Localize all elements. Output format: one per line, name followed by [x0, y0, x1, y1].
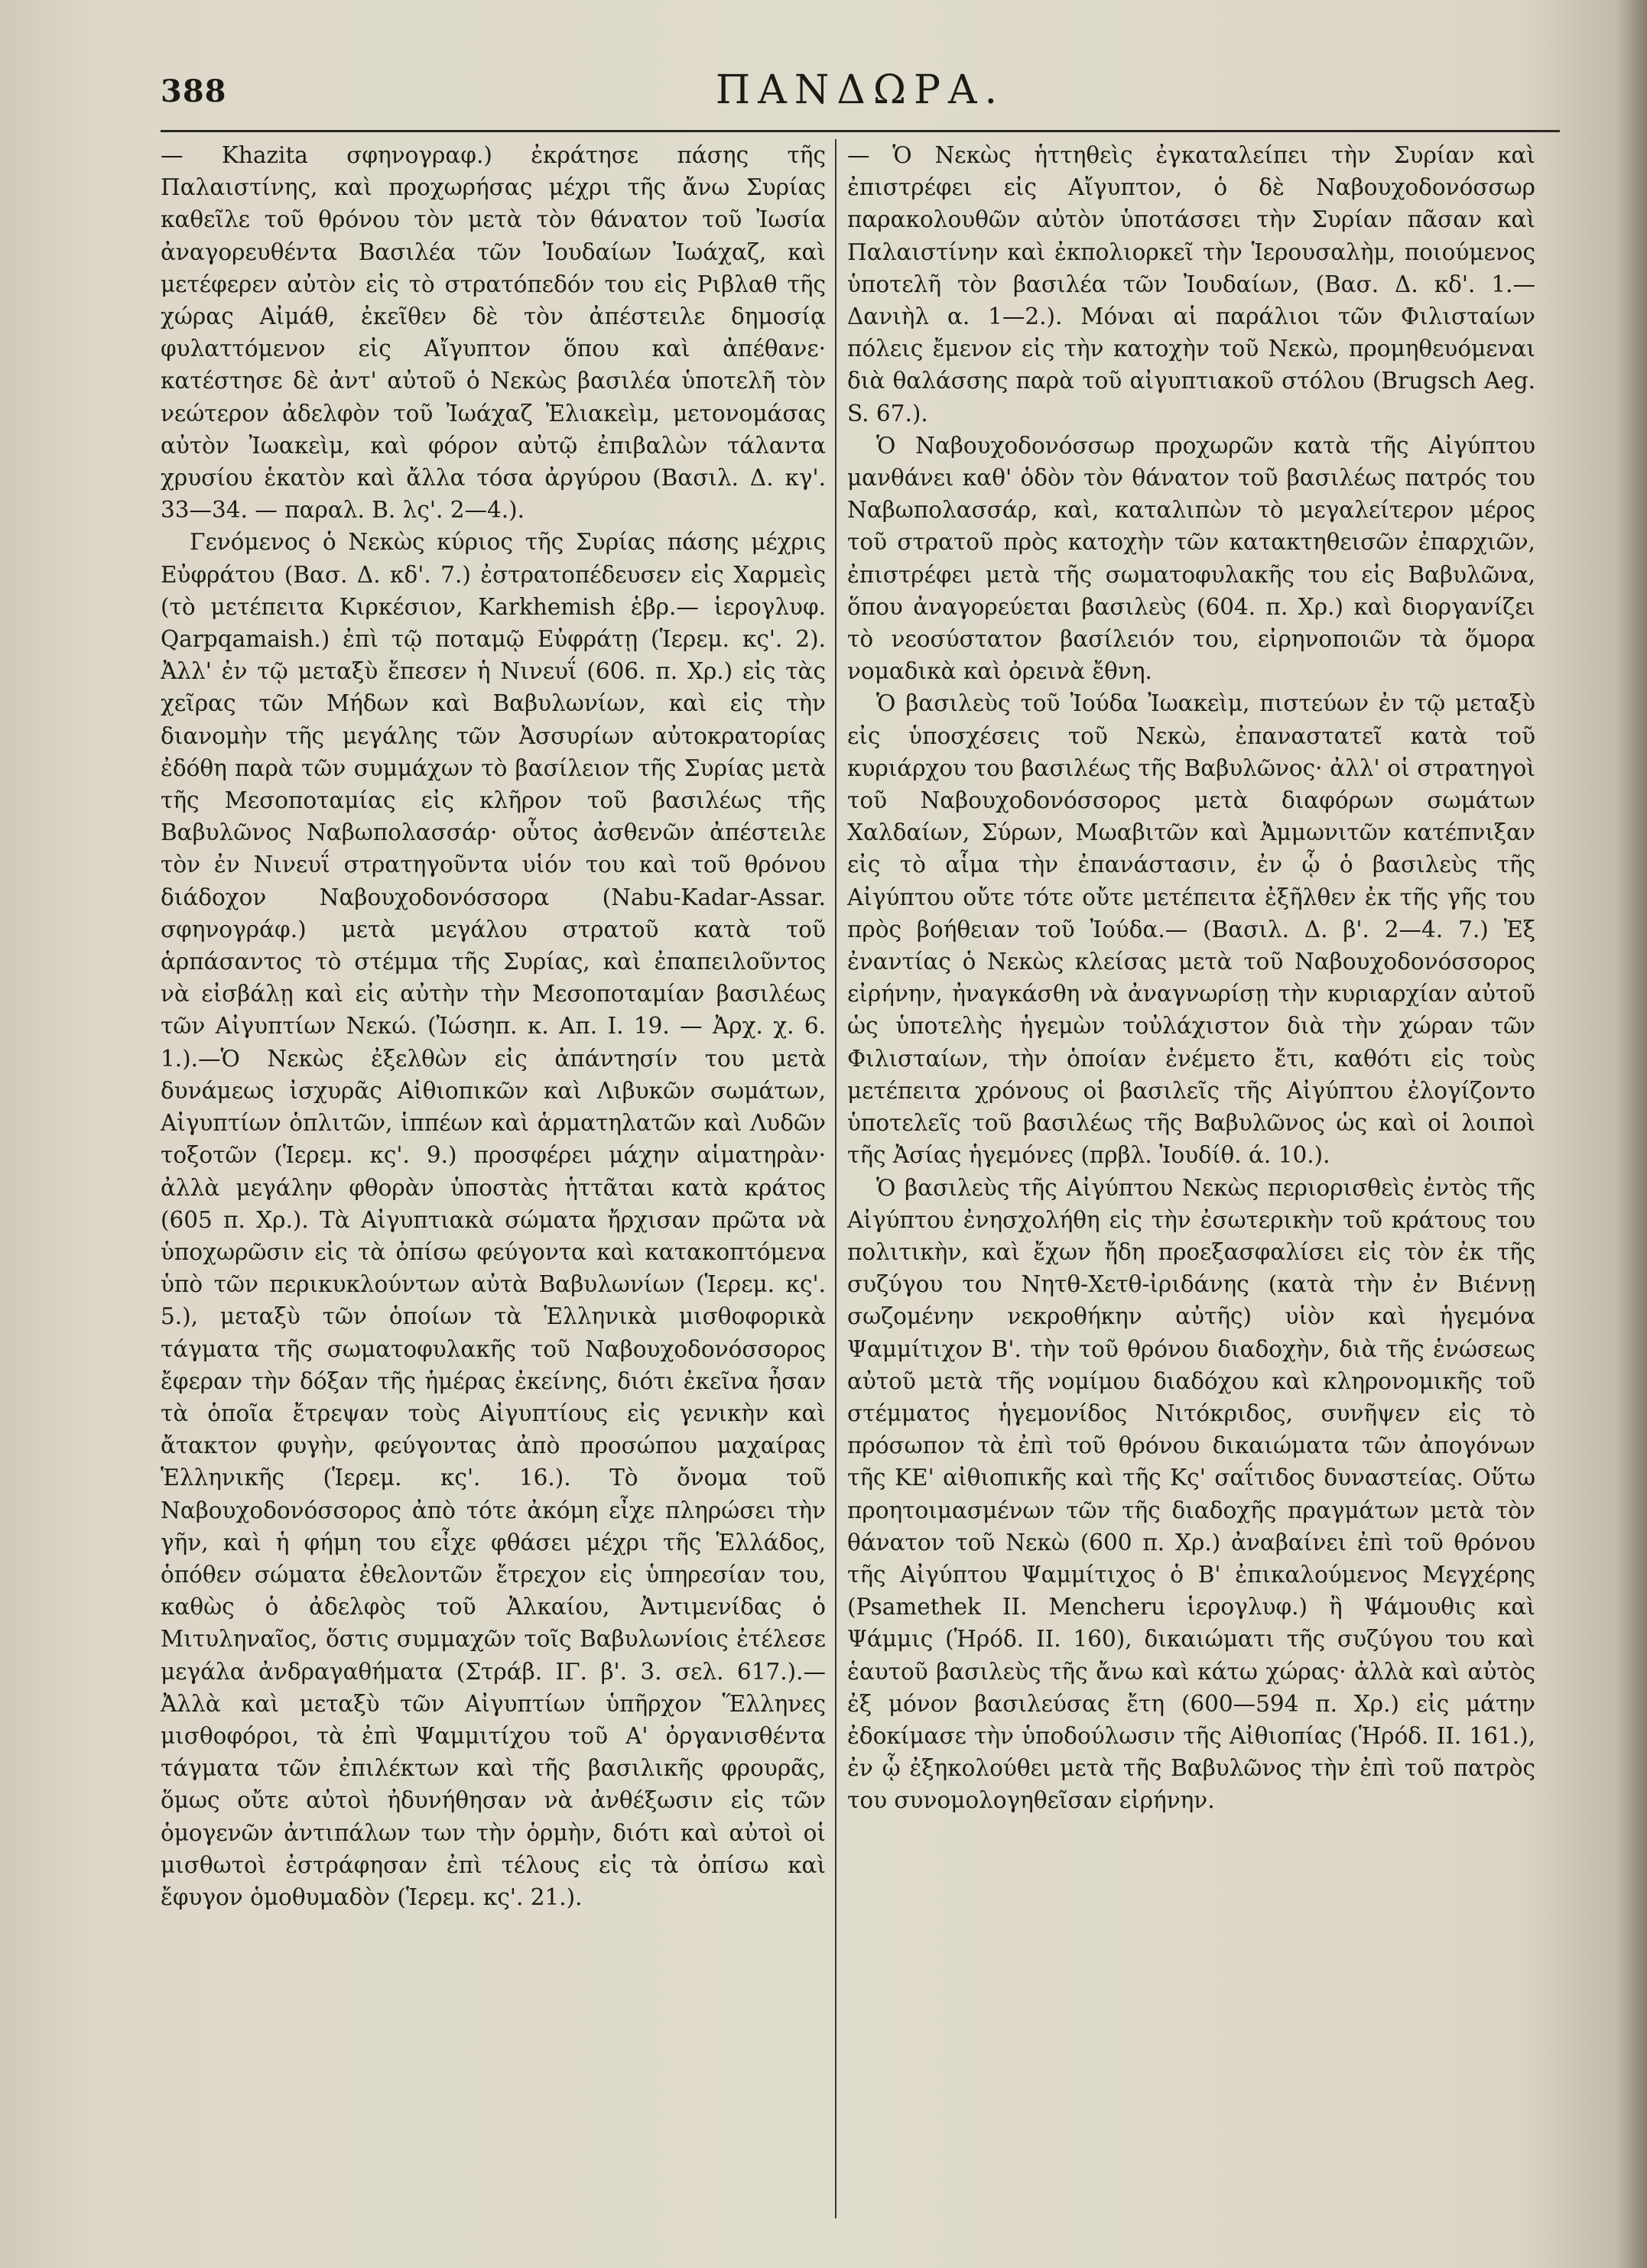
page-number: 388 — [161, 73, 227, 109]
right-paragraph-3: Ὁ βασιλεὺς τοῦ Ἰούδα Ἰωακεὶμ, πιστεύων ἐν τῷ μεταξὺ εἰς ὑποσχέσεις τοῦ Νεκὼ, ἐπαναστατεῖ κατὰ τοῦ κυριάρχου του βασιλέως τῆς Βαβυλῶνος· ἀλλ' οἱ στρατηγοὶ τοῦ Ναβουχοδονόσσορος μετὰ διαφόρων σωμάτων Χαλδαίων, Σύρων, Μωαβιτῶν καὶ Ἀμμωνιτῶν κατέπνιξαν εἰς τὸ αἷμα τὴν ἐπανάστασιν, ἐν ᾧ ὁ βασιλεὺς τῆς Αἰγύπτου οὔτε τότε οὔτε μετέπειτα ἐξῆλθεν ἐκ τῆς γῆς του πρὸς βοήθειαν τοῦ Ἰούδα.— (Βασιλ. Δ. β'. 2—4. 7.) Ἐξ ἐναντίας ὁ Νεκὼς κλείσας μετὰ τοῦ Ναβουχοδονόσσορος εἰρήνην, ἠναγκάσθη νὰ ἀναγνωρίσῃ τὴν κυριαρχίαν αὐτοῦ ὡς ὑποτελὴς ἡγεμὼν τοὐλάχιστον διὰ τὴν χώραν τῶν Φιλισταίων, τὴν ὁποίαν ἐνέμετο ἔτι, καθότι εἰς τοὺς μετέπειτα χρόνους οἱ βασιλεῖς τῆς Αἰγύπτου ἐλογίζοντο ὑποτελεῖς τοῦ βασιλέως τῆς Βαβυλῶνος ὡς καὶ οἱ λοιποὶ τῆς Ἀσίας ἡγεμόνες (πρβλ. Ἰουδίθ. ά. 10.). — [847, 690, 1535, 1169]
left-paragraph-1: — Khazita σφηνογραφ.) ἐκράτησε πάσης τῆς Παλαιστίνης, καὶ προχωρήσας μέχρι τῆς ἄνω Συρίας καθεῖλε τοῦ θρόνου τὸν μετὰ τὸν θάνατον τοῦ Ἰωσία ἀναγορευθέντα Βασιλέα τῶν Ἰουδαίων Ἰωάχαζ, καὶ μετέφερεν αὐτὸν εἰς τὸ στρατόπεδόν του εἰς Ριβλαθ τῆς χώρας Αἰμάθ, ἐκεῖθεν δὲ τὸν ἀπέστειλε δημοσίᾳ φυλαττόμενον εἰς Αἴγυπτον ὅπου καὶ ἀπέθανε· κατέστησε δὲ ἀντ' αὐτοῦ ὁ Νεκὼς βασιλέα ὑποτελῆ τὸν νεώτερον ἀδελφὸν τοῦ Ἰωάχαζ Ἐλιακεὶμ, μετονομάσας αὐτὸν Ἰωακεὶμ, καὶ φόρον αὐτῷ ἐπιβαλὼν τάλαντα χρυσίου ἑκατὸν καὶ ἄλλα τόσα ἀργύρου (Βασιλ. Δ. κγ'. 33—34. — παραλ. Β. λς'. 2—4.). — [161, 142, 826, 524]
left-paragraph-2: Γενόμενος ὁ Νεκὼς κύριος τῆς Συρίας πάσης μέχρις Εὐφράτου (Βασ. Δ. κδ'. 7.) ἐστρατοπέδευσεν εἰς Χαρμεὶς (τὸ μετέπειτα Κιρκέσιον, Karkhemish ἑβρ.— ἱερογλυφ. Qarpqamaish.) ἐπὶ τῷ ποταμῷ Εὐφράτῃ (Ἱερεμ. κς'. 2). Ἀλλ' ἐν τῷ μεταξὺ ἔπεσεν ἡ Νινευΐ (606. π. Χρ.) εἰς τὰς χεῖρας τῶν Μήδων καὶ Βαβυλωνίων, καὶ εἰς τὴν διανομὴν τῆς μεγάλης τῶν Ἀσσυρίων αὐτοκρατορίας ἐδόθη παρὰ τῶν συμμάχων τὸ βασίλειον τῆς Συρίας μετὰ τῆς Μεσοποταμίας εἰς κλῆρον τοῦ βασιλέως τῆς Βαβυλῶνος Ναβωπολασσάρ· οὗτος ἀσθενῶν ἀπέστειλε τὸν ἐν Νινευΐ στρατηγοῦντα υἱόν του καὶ τοῦ θρόνου διάδοχον Ναβουχοδονόσσορα (Nabu-Kadar-Assar. σφηνογράφ.) μετὰ μεγάλου στρατοῦ κατὰ τοῦ ἁρπάσαντος τὸ στέμμα τῆς Συρίας, καὶ ἐπαπειλοῦντος νὰ εἰσβάλῃ καὶ εἰς αὐτὴν τὴν Μεσοποταμίαν βασιλέως τῶν Αἰγυπτίων Νεκώ. (Ἰώσηπ. κ. Απ. I. 19. — Ἀρχ. χ. 6. 1.).—Ὁ Νεκὼς ἐξελθὼν εἰς ἀπάντησίν του μετὰ δυνάμεως ἰσχυρᾶς Αἰθιοπικῶν καὶ Λιβυκῶν σωμάτων, Αἰγυπτίων ὁπλιτῶν, ἱππέων καὶ ἁρματηλατῶν καὶ Λυδῶν τοξοτῶν (Ἱερεμ. κς'. 9.) προσφέρει μάχην αἱματηρὰν· ἀλλὰ μεγάλην φθορὰν ὑποστὰς ἡττᾶται κατὰ κράτος (605 π. Χρ.). Τὰ Αἰγυπτιακὰ σώματα ἤρχισαν πρῶτα νὰ ὑποχωρῶσιν εἰς τὰ ὀπίσω φεύγοντα καὶ κατακοπτόμενα ὑπὸ τῶν περικυκλούντων αὐτὰ Βαβυλωνίων (Ἱερεμ. κς'. 5.), μεταξὺ τῶν ὁποίων τὰ Ἑλληνικὰ μισθοφορικὰ τάγματα τῆς σωματοφυλακῆς τοῦ Ναβουχοδονόσσορος ἔφεραν τὴν δόξαν τῆς ἡμέρας ἐκείνης, διότι ἐκεῖνα ἦσαν τὰ ὁποῖα ἔτρεψαν τοὺς Αἰγυπτίους εἰς γενικὴν καὶ ἄτακτον φυγὴν, φεύγοντας ἀπὸ προσώπου μαχαίρας Ἑλληνικῆς (Ἱερεμ. κς'. 16.). Τὸ ὄνομα τοῦ Ναβουχοδονόσσορος ἀπὸ τότε ἀκόμη εἶχε πληρώσει τὴν γῆν, καὶ ἡ φήμη του εἶχε φθάσει μέχρι τῆς Ἑλλάδος, ὁπόθεν σώματα ἐθελοντῶν ἔτρεχον εἰς ὑπηρεσίαν του, καθὼς ὁ ἀδελφὸς τοῦ Ἀλκαίου, Ἀντιμενίδας ὁ Μιτυληναῖος, ὅστις συμμαχῶν τοῖς Βαβυλωνίοις ἐτέλεσε μεγάλα ἀνδραγαθήματα (Στράβ. ΙΓ. β'. 3. σελ. 617.).— Ἀλλὰ καὶ μεταξὺ τῶν Αἰγυπτίων ὑπῆρχον Ἕλληνες μισθοφόροι, τὰ ἐπὶ Ψαμμιτίχου τοῦ Α' ὀργανισθέντα τάγματα τῶν ἐπιλέκτων καὶ τῆς βασιλικῆς φρουρᾶς, ὅμως οὔτε αὐτοὶ ἠδυνήθησαν νὰ ἀνθέξωσιν εἰς τῶν ὁμογενῶν ἀντιπάλων των τὴν ὁρμὴν, διότι καὶ αὐτοὶ οἱ μισθωτοὶ ἐστράφησαν ἐπὶ τέλους εἰς τὰ ὀπίσω καὶ ἔφυγον ὁμοθυμαδὸν (Ἱερεμ. κς'. 21.). — [161, 529, 826, 1910]
right-paragraph-2: Ὁ Ναβουχοδονόσσωρ προχωρῶν κατὰ τῆς Αἰγύπτου μανθάνει καθ' ὁδὸν τὸν θάνατον τοῦ βασιλέως πατρός του Ναβωπολασσάρ, καὶ, καταλιπὼν τὸ μεγαλείτερον μέρος τοῦ στρατοῦ πρὸς κατοχὴν τῶν κατακτηθεισῶν ἐπαρχιῶν, ἐπιστρέφει μετὰ τῆς σωματοφυλακῆς του εἰς Βαβυλῶνα, ὅπου ἀναγορεύεται βασιλεὺς (604. π. Χρ.) καὶ διοργανίζει τὸ νεοσύστατον βασίλειόν του, εἰρηνοποιῶν τὰ ὅμορα νομαδικὰ καὶ ὀρεινὰ ἔθνη. — [847, 432, 1535, 685]
right-column — [847, 139, 1535, 1817]
column-divider — [835, 139, 836, 2218]
header-rule — [161, 130, 1560, 132]
right-paragraph-4: Ὁ βασιλεὺς τῆς Αἰγύπτου Νεκὼς περιορισθεὶς ἐντὸς τῆς Αἰγύπτου ἐνησχολήθη εἰς τὴν ἐσωτερικὴν τοῦ κράτους του πολιτικὴν, καὶ ἔχων ἤδη προεξασφαλίσει εἰς τὸν ἐκ τῆς συζύγου του Νητθ-Χετθ-ἰριδάνης (κατὰ τὴν ἐν Βιέννῃ σωζομένην νεκροθήκην αὐτῆς) υἱὸν καὶ ἡγεμόνα Ψαμμίτιχον Β'. τὴν τοῦ θρόνου διαδοχὴν, διὰ τῆς ἑνώσεως αὐτοῦ μετὰ τῆς νομίμου διαδόχου καὶ κληρονομικῆς τοῦ στέμματος ἡγεμονίδος Νιτόκριδος, συνῆψεν εἰς τὸ πρόσωπον τὰ ἐπὶ τοῦ θρόνου δικαιώματα τῶν ἀπογόνων τῆς ΚΕ' αἰθιοπικῆς καὶ τῆς Κς' σαΐτιδος δυναστείας. Οὕτω προητοιμασμένων τῶν τῆς διαδοχῆς πραγμάτων μετὰ τὸν θάνατον τοῦ Νεκὼ (600 π. Χρ.) ἀναβαίνει ἐπὶ τοῦ θρόνου τῆς Αἰγύπτου Ψαμμίτιχος ὁ Β' ἐπικαλούμενος Μεγχέρης (Psamethek II. Mencheru ἱερογλυφ.) ἢ Ψάμουθις καὶ Ψάμμις (Ἡρόδ. II. 160), δικαιώματι τῆς συζύγου του καὶ ἑαυτοῦ βασιλεὺς τῆς ἄνω καὶ κάτω χώρας· ἀλλὰ καὶ αὐτὸς ἐξ μόνον βασιλεύσας ἔτη (600—594 π. Χρ.) εἰς μάτην ἐδοκίμασε τὴν ὑποδούλωσιν τῆς Αἰθιοπίας (Ἡρόδ. II. 161.), ἐν ᾧ ἐξηκολούθει μετὰ τῆς Βαβυλῶνος τὴν ἐπὶ τοῦ πατρὸς του συνομολογηθεῖσαν εἰρήνην. — [847, 1174, 1535, 1814]
right-paragraph-1: — Ὁ Νεκὼς ἡττηθεὶς ἐγκαταλείπει τὴν Συρίαν καὶ ἐπιστρέφει εἰς Αἴγυπτον, ὁ δὲ Ναβουχοδονόσσωρ παρακολουθῶν αὐτὸν ὑποτάσσει τὴν Συρίαν πᾶσαν καὶ Παλαιστίνην καὶ ἐκπολιορκεῖ τὴν Ἱερουσαλὴμ, ποιούμενος ὑποτελῆ τὸν βασιλέα τῶν Ἰουδαίων, (Βασ. Δ. κδ'. 1.— Δανιὴλ α. 1—2.). Μόναι αἱ παράλιοι τῶν Φιλισταίων πόλεις ἔμενον εἰς τὴν κατοχὴν τοῦ Νεκὼ, προμηθευόμεναι διὰ θαλάσσης παρὰ τοῦ αἰγυπτιακοῦ στόλου (Brugsch Aeg. S. 67.). — [847, 142, 1535, 427]
running-title: ΠΑΝΔΩΡΑ. — [715, 67, 1005, 113]
left-column — [161, 139, 826, 1913]
page-header — [161, 67, 1560, 128]
binding-shadow — [1616, 0, 1647, 2268]
